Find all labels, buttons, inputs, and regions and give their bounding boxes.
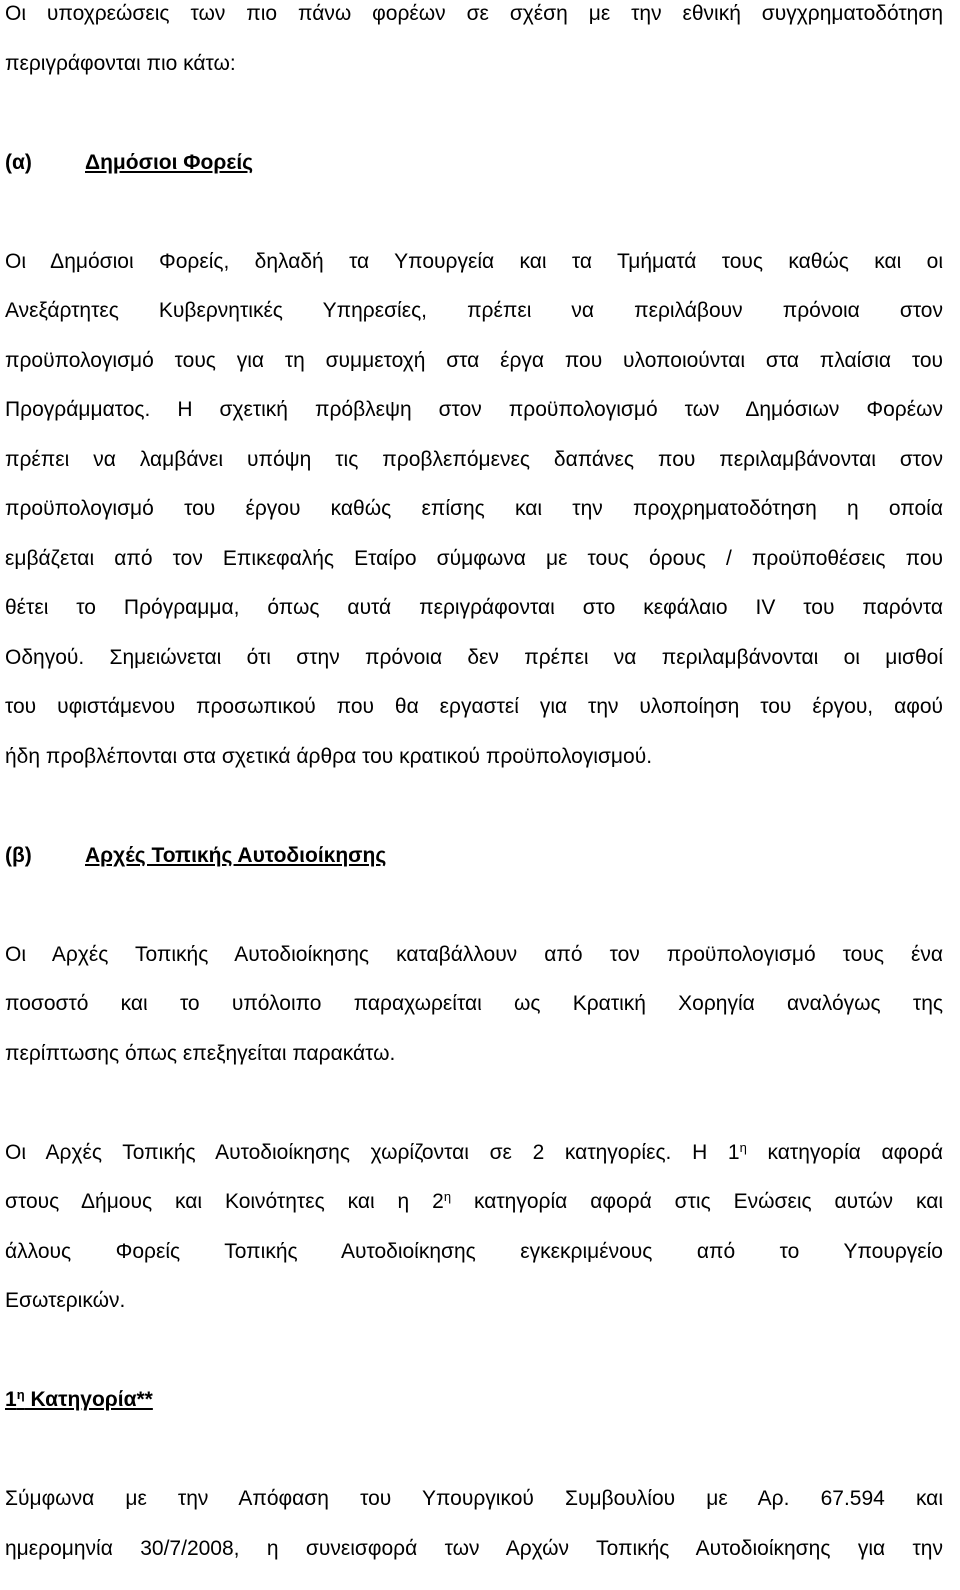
blank-line: [5, 880, 943, 930]
paragraph-line: Εσωτερικών.: [5, 1289, 126, 1312]
paragraph-line: ήδη προβλέπονται στα σχετικά άρθρα του κρατικού προϋπολογισμού.: [5, 744, 653, 768]
paragraph-line: Σύμφωνα με την Απόφαση του Υπουργικού Συμβουλίου με Αρ. 67.594 και: [5, 1487, 943, 1510]
category-number: 1: [5, 1388, 17, 1411]
line-text: Οι Αρχές Τοπικής Αυτοδιοίκησης χωρίζονται σε 2 κατηγορίες. Η 1: [5, 1140, 740, 1164]
ordinal-superscript: η: [443, 1188, 452, 1204]
paragraph-line: θέτει το Πρόγραμμα, όπως αυτά περιγράφονται στο κεφάλαιο IV του παρόντα: [5, 596, 943, 619]
intro-line: Οι υποχρεώσεις των πιο πάνω φορέων σε σχέση με την εθνική συγχρηματοδότηση: [5, 2, 943, 25]
section-b-marker: (β): [5, 843, 32, 867]
section-b-paragraph-2: [5, 1128, 943, 1326]
ordinal-superscript: η: [739, 1139, 747, 1155]
category-1-heading: [5, 1375, 943, 1425]
line-text: κατηγορία αφορά στις Ενώσεις αυτών και: [451, 1190, 943, 1213]
paragraph-line: Ανεξάρτητες Κυβερνητικές Υπηρεσίες, πρέπει να περιλάβουν πρόνοια στον: [5, 299, 943, 322]
paragraph-line: [5, 1128, 943, 1178]
blank-line: [5, 187, 943, 237]
section-a-title: Δημόσιοι Φορείς: [85, 150, 254, 174]
paragraph-line: προϋπολογισμό του έργου καθώς επίσης και την προχρηματοδότηση η οποία: [5, 497, 943, 520]
category-1-paragraph: [5, 1474, 943, 1573]
section-a-paragraph: [5, 237, 943, 782]
section-a-heading: [5, 138, 943, 188]
paragraph-line: πρέπει να λαμβάνει υπόψη τις προβλεπόμενες δαπάνες που περιλαμβάνονται στον: [5, 447, 943, 471]
section-b-title: Αρχές Τοπικής Αυτοδιοίκησης: [85, 843, 387, 867]
paragraph-line: του υφιστάμενου προσωπικού που θα εργαστεί για την υλοποίηση του έργου, αφού: [5, 695, 943, 718]
paragraph-line: Οδηγού. Σημειώνεται ότι στην πρόνοια δεν πρέπει να περιλαμβάνονται οι μισθοί: [5, 645, 943, 669]
section-b-heading: [5, 831, 943, 881]
paragraph-line: ημερομηνία 30/7/2008, η συνεισφορά των Αρχών Τοπικής Αυτοδιοίκησης για την: [5, 1536, 943, 1560]
document-page: [5, 0, 943, 1573]
line-text: στους Δήμους και Κοινότητες και η 2: [5, 1190, 444, 1213]
paragraph-line: εμβάζεται από τον Επικεφαλής Εταίρο σύμφωνα με τους όρους / προϋποθέσεις που: [5, 546, 943, 570]
paragraph-line: [5, 1177, 943, 1227]
intro-line: περιγράφονται πιο κάτω:: [5, 51, 236, 75]
blank-line: [5, 1425, 943, 1475]
paragraph-line: ποσοστό και το υπόλοιπο παραχωρείται ως Κρατική Χορηγία αναλόγως της: [5, 992, 943, 1015]
paragraph-line: άλλους Φορείς Τοπικής Αυτοδιοίκησης εγκεκριμένους από το Υπουργείο: [5, 1239, 943, 1263]
section-a-marker: (α): [5, 150, 32, 174]
paragraph-line: Οι Δημόσιοι Φορείς, δηλαδή τα Υπουργεία και τα Τμήματά τους καθώς και οι: [5, 249, 943, 273]
paragraph-line: προϋπολογισμό τους για τη συμμετοχή στα έργα που υλοποιούνται στα πλαίσια του: [5, 348, 943, 372]
category-label: Κατηγορία**: [24, 1388, 153, 1411]
ordinal-superscript: η: [16, 1386, 25, 1402]
blank-line: [5, 781, 943, 831]
paragraph-line: Οι Αρχές Τοπικής Αυτοδιοίκησης καταβάλλουν από τον προϋπολογισμό τους ένα: [5, 942, 943, 966]
blank-line: [5, 1078, 943, 1128]
paragraph-line: περίπτωσης όπως επεξηγείται παρακάτω.: [5, 1041, 396, 1065]
blank-line: [5, 1326, 943, 1376]
section-b-paragraph-1: [5, 930, 943, 1079]
category-1-title: [5, 1388, 153, 1411]
blank-line: [5, 88, 943, 138]
line-text: κατηγορία αφορά: [746, 1140, 943, 1164]
paragraph-line: Προγράμματος. Η σχετική πρόβλεψη στον προϋπολογισμό των Δημόσιων Φορέων: [5, 398, 943, 421]
